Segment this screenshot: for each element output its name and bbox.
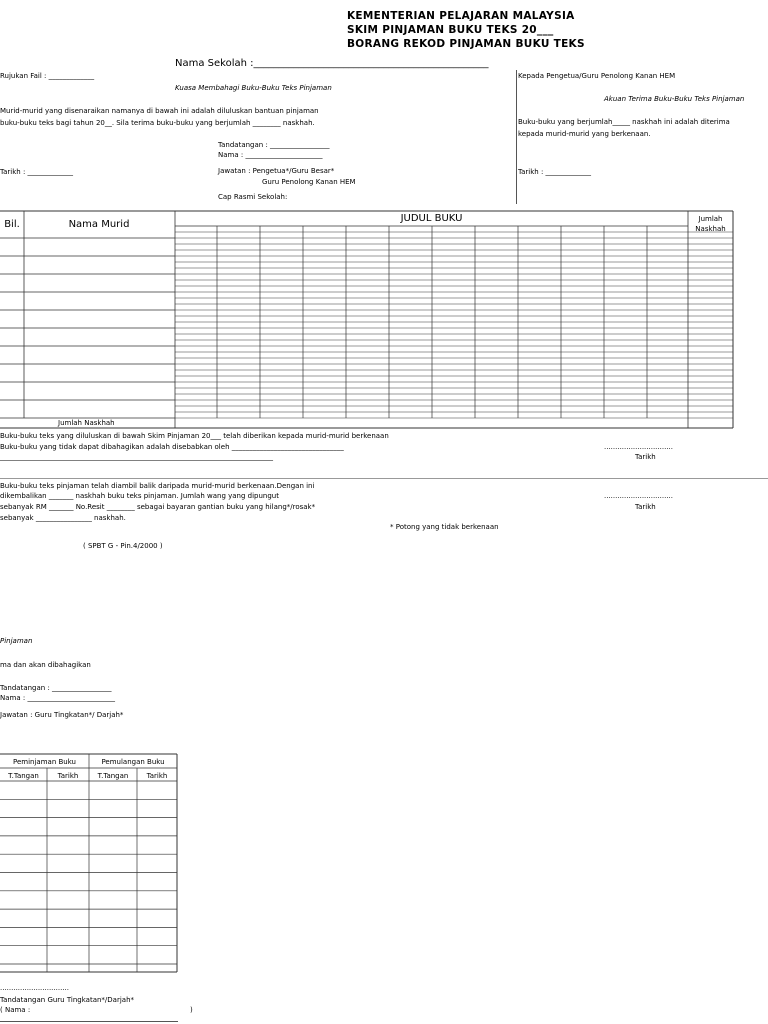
ttangan-header-2: T.Tangan: [97, 772, 129, 780]
col-judul-buku-header: JUDUL BUKU: [400, 213, 463, 224]
akuan-title: Akuan Terima Buku-Buku Teks Pinjaman: [604, 95, 745, 103]
nama-field: Nama : ______________________: [218, 151, 323, 159]
buku-terima-2: kepada murid-murid yang berkenaan.: [518, 130, 651, 138]
return-line-1: Buku-buku teks pinjaman telah diambil balik daripada murid-murid berkenaan.Dengan ini: [0, 482, 315, 490]
school-name-field[interactable]: Nama Sekolah :_______________________________________________: [175, 58, 489, 69]
col-bil-header: Bil.: [4, 219, 20, 230]
lower-nama: Nama : _________________________: [0, 694, 115, 702]
lower-nama-paren: ( Nama :: [0, 1006, 31, 1014]
tarikh-field-left: Tarikh : _____________: [0, 168, 74, 176]
note-diluluskan: Buku-buku teks yang diluluskan di bawah Skim Pinjaman 20___ telah diberikan kepada murid-murid berkenaan: [0, 432, 389, 440]
jawatan-line-2: Guru Penolong Kanan HEM: [262, 178, 356, 186]
tarikh-header-1: Tarikh: [57, 772, 79, 780]
peminjaman-header: Peminjaman Buku: [13, 758, 76, 766]
cap-rasmi: Cap Rasmi Sekolah:: [218, 193, 288, 201]
col-jumlah-header-1: Jumlah: [698, 215, 723, 223]
lower-close-paren: ): [190, 1006, 193, 1014]
col-jumlah-header-2: Naskhah: [695, 225, 726, 233]
tarikh-label-2: Tarikh: [635, 503, 656, 511]
ministry-title: KEMENTERIAN PELAJARAN MALAYSIA: [347, 10, 575, 22]
pinjaman-fragment: Pinjaman: [0, 637, 33, 645]
lower-jawatan: Jawatan : Guru Tingkatan*/ Darjah*: [0, 711, 124, 719]
potong-note: * Potong yang tidak berkenaan: [390, 523, 499, 531]
jawatan-line-1: Jawatan : Pengetua*/Guru Besar*: [218, 167, 335, 175]
murid-statement-2: buku-buku teks bagi tahun 20__. Sila terima buku-buku yang berjumlah ________ naskhah.: [0, 119, 315, 127]
borrow-return-grid: [0, 0, 200, 980]
form-reference: ( SPBT G - Pin.4/2000 ): [83, 542, 163, 550]
dibahagikan-fragment: ma dan akan dibahagikan: [0, 661, 91, 669]
return-line-3: sebanyak RM _______ No.Resit ________ sebagai bayaran gantian buku yang hilang*/rosak*: [0, 503, 316, 511]
lower-signature-label: Tandatangan Guru Tingkatan*/Darjah*: [0, 996, 135, 1004]
buku-terima-1: Buku-buku yang berjumlah_____ naskhah ini adalah diterima: [518, 118, 730, 126]
tandatangan-field: Tandatangan : _________________: [218, 141, 330, 149]
kuasa-title: Kuasa Membahagi Buku-Buku Teks Pinjaman: [175, 84, 332, 92]
ttangan-header-1: T.Tangan: [8, 772, 39, 780]
signature-dots-1: ...............................: [604, 443, 673, 451]
rujukan-fail: Rujukan Fail : _____________: [0, 72, 95, 80]
return-line-2: dikembalikan _______ naskhah buku teks pinjaman. Jumlah wang yang dipungut: [0, 492, 279, 500]
pemulangan-header: Pemulangan Buku: [101, 758, 165, 766]
signature-dots-2: ...............................: [604, 492, 673, 500]
note-tidak-dibahagikan: Buku-buku yang tidak dapat dibahagikan adalah disebabkan oleh ________________________________: [0, 443, 344, 451]
lower-name-line: [0, 1021, 178, 1022]
note-tidak-dibahagikan-line2: ______________________________________________________________________________: [0, 453, 273, 461]
lower-signature-dots: ...............................: [0, 984, 69, 992]
murid-statement-1: Murid-murid yang disenaraikan namanya di bawah ini adalah diluluskan bantuan pinjaman: [0, 107, 319, 115]
form-title: BORANG REKOD PINJAMAN BUKU TEKS: [347, 38, 585, 50]
lower-tandatangan: Tandatangan : _________________: [0, 684, 112, 692]
tarikh-header-2: Tarikh: [146, 772, 168, 780]
kepada-line: Kepada Pengetua/Guru Penolong Kanan HEM: [518, 72, 676, 80]
tarikh-label-1: Tarikh: [635, 453, 656, 461]
tarikh-field-right: Tarikh : _____________: [518, 168, 592, 176]
jumlah-naskhah-label: Jumlah Naskhah: [58, 419, 115, 427]
return-line-4: sebanyak ________________ naskhah.: [0, 514, 126, 522]
col-nama-murid-header: Nama Murid: [68, 219, 130, 230]
scheme-title: SKIM PINJAMAN BUKU TEKS 20___: [347, 24, 554, 36]
